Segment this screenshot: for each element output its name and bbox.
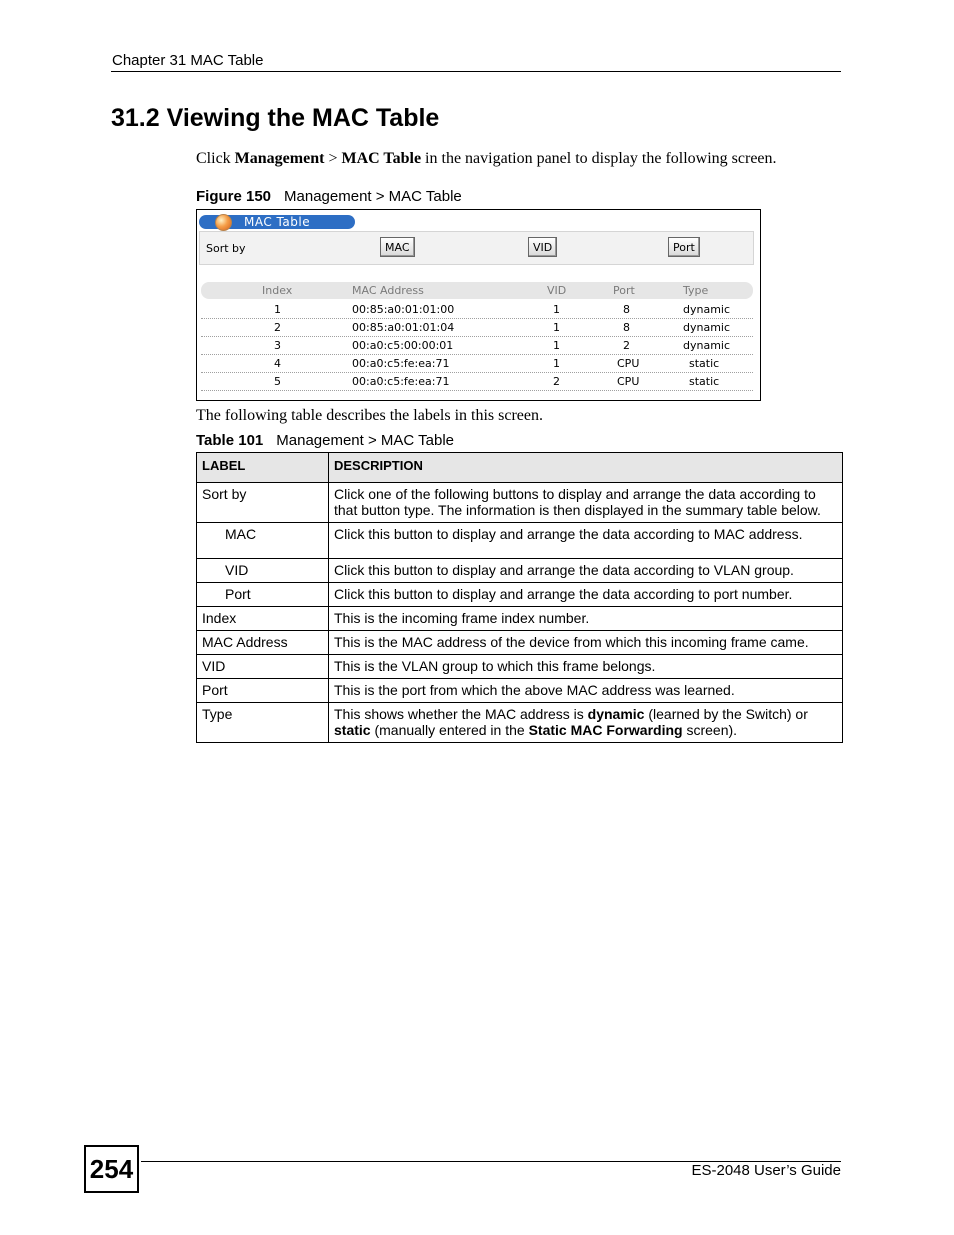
row-description: This is the incoming frame index number. [329,607,843,631]
table-caption-text: Management > MAC Table [276,432,455,449]
row-label: VID [197,655,329,679]
mac-table-screenshot [196,209,761,401]
intro-mac-table: MAC Table [341,150,422,167]
sort-mac-button[interactable]: MAC [380,237,415,257]
table-header-row [197,453,843,483]
chapter-header: Chapter 31 MAC Table [112,52,264,69]
row-index: 1 [274,303,281,316]
table-row [197,631,843,655]
desc-static: static [334,722,371,738]
desc-part: screen). [682,722,738,738]
table-row [197,655,843,679]
row-mac: 00:85:a0:01:01:04 [352,321,455,334]
row-label: MAC [197,523,329,559]
row-label: Type [197,703,329,743]
sort-bar [199,231,754,265]
row-mac: 00:a0:c5:fe:ea:71 [352,357,450,370]
mac-table-row [201,319,753,337]
guide-title: ES-2048 User’s Guide [691,1162,841,1179]
intro-paragraph [196,150,777,168]
row-type: dynamic [683,321,731,334]
table-row [197,607,843,631]
mac-table-row [201,337,753,355]
table-intro: The following table describes the labels in this screen. [196,407,544,424]
row-label: Sort by [197,483,329,523]
col-index: Index [262,284,293,297]
row-vid: 2 [553,375,560,388]
figure-caption-text: Management > MAC Table [284,188,462,205]
row-port: 2 [623,339,630,352]
row-vid: 1 [553,321,560,334]
header-description: DESCRIPTION [329,453,843,483]
mac-table-row [201,373,753,391]
row-type: static [689,375,720,388]
row-description: Click one of the following buttons to display and arrange the data according to that button type. The information is then displayed in the summary table below. [329,483,843,523]
header-label: LABEL [197,453,329,483]
screen-title-bar [199,215,355,229]
figure-number: Figure 150 [196,188,272,205]
row-vid: 1 [553,303,560,316]
row-vid: 1 [553,357,560,370]
mac-table-row [201,301,753,319]
row-vid: 1 [553,339,560,352]
desc-static-mac-forwarding: Static MAC Forwarding [528,722,683,738]
row-index: 3 [274,339,281,352]
desc-dynamic: dynamic [587,706,645,722]
col-mac-address: MAC Address [352,284,424,297]
intro-post: in the navigation panel to display the following screen. [421,150,777,167]
intro-management: Management [234,150,325,167]
header-rule [111,71,841,72]
orb-icon [215,214,232,231]
sort-port-button[interactable]: Port [668,237,700,257]
row-index: 2 [274,321,281,334]
desc-part: (learned by the Switch) or [644,706,808,722]
row-port: 8 [623,303,630,316]
mac-table-header [201,282,753,299]
row-type: dynamic [683,339,731,352]
row-mac: 00:85:a0:01:01:00 [352,303,455,316]
page-number: 254 [84,1145,139,1193]
row-label: Index [197,607,329,631]
table-row [197,483,843,523]
row-type: static [689,357,720,370]
sort-by-label: Sort by [206,242,246,255]
row-description: Click this button to display and arrange the data according to port number. [329,583,843,607]
row-port: 8 [623,321,630,334]
col-vid: VID [547,284,567,297]
intro-pre: Click [196,150,235,167]
row-description: Click this button to display and arrange the data according to MAC address. [329,523,843,559]
table-row [197,559,843,583]
mac-table-row [201,355,753,373]
row-port: CPU [617,375,640,388]
sort-vid-button[interactable]: VID [528,237,557,257]
desc-part: This shows whether the MAC address is [334,706,588,722]
row-mac: 00:a0:c5:00:00:01 [352,339,454,352]
row-index: 4 [274,357,281,370]
row-description [329,703,843,743]
figure-caption [196,188,462,205]
section-title: 31.2 Viewing the MAC Table [111,104,440,132]
row-label: Port [197,583,329,607]
row-label: Port [197,679,329,703]
table-row [197,679,843,703]
row-mac: 00:a0:c5:fe:ea:71 [352,375,450,388]
row-description: This is the port from which the above MAC address was learned. [329,679,843,703]
table-row [197,523,843,559]
table-row [197,703,843,743]
row-port: CPU [617,357,640,370]
table-row [197,583,843,607]
row-label: VID [197,559,329,583]
col-type: Type [683,284,709,297]
desc-part: (manually entered in the [370,722,529,738]
intro-mid: > [324,150,342,167]
screen-title: MAC Table [244,215,311,229]
row-description: This is the MAC address of the device from which this incoming frame came. [329,631,843,655]
col-port: Port [613,284,635,297]
row-description: This is the VLAN group to which this frame belongs. [329,655,843,679]
label-description-table [196,452,843,743]
row-description: Click this button to display and arrange the data according to VLAN group. [329,559,843,583]
row-label: MAC Address [197,631,329,655]
row-type: dynamic [683,303,731,316]
table-number: Table 101 [196,432,264,449]
table-caption [196,432,454,449]
row-index: 5 [274,375,281,388]
